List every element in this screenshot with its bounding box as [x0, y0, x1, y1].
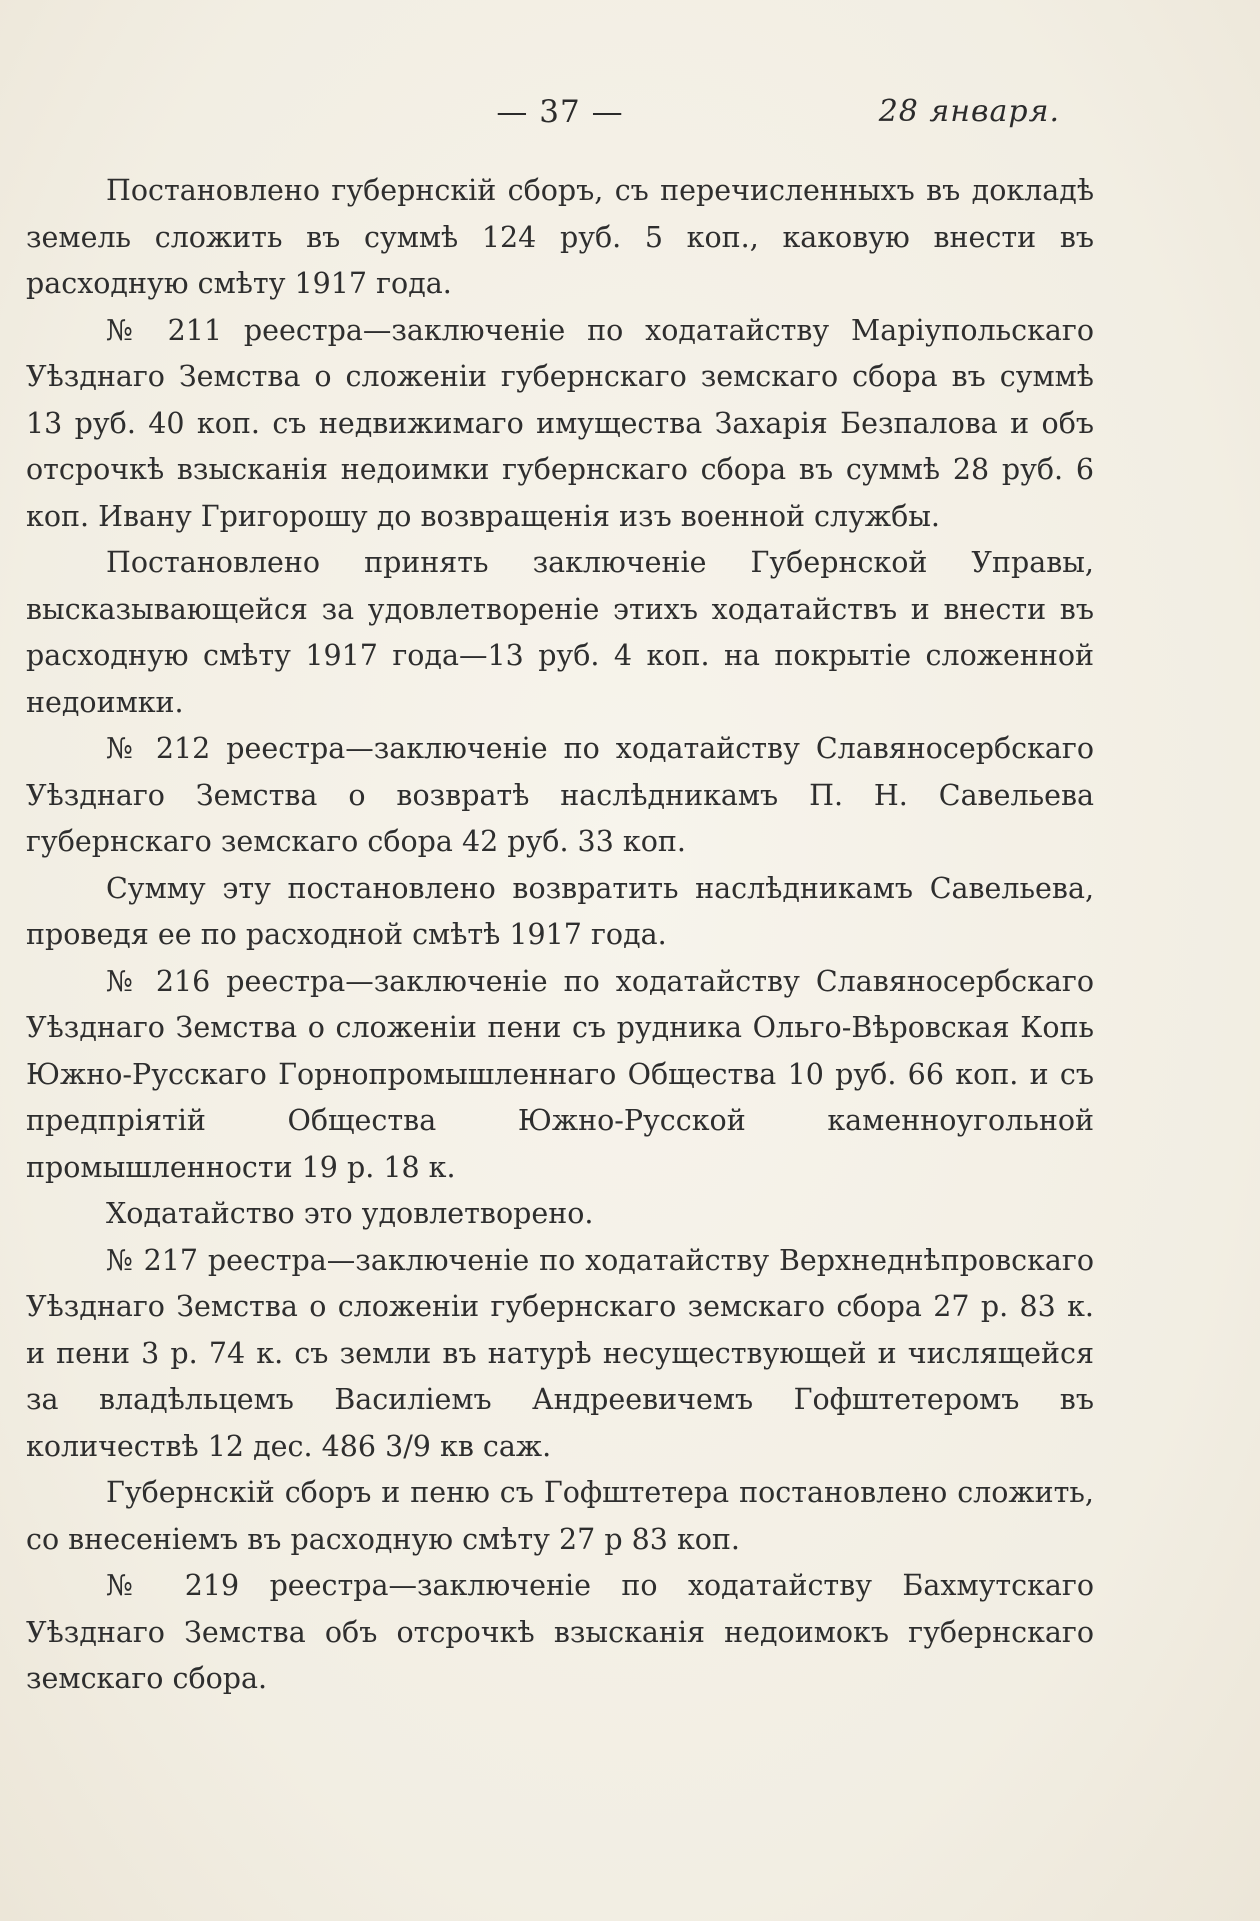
paragraph: Постановлено губернскій сборъ, съ перечисленныхъ въ докладѣ земель сложить въ суммѣ 124 руб. 5 коп., каковую внести въ расходную смѣту 1917 года.: [26, 174, 1094, 300]
paragraph: Постановлено принять заключеніе Губернской Управы, высказывающейся за удовлетвореніе этихъ ходатайствъ и внести въ расходную смѣту 1917 года—13 руб. 4 коп. на покрытіе сложенной недоимки.: [26, 546, 1094, 719]
paragraph: Сумму эту постановлено возвратить наслѣдникамъ Савельева, проведя ее по расходной смѣтѣ 1917 года.: [26, 871, 1094, 951]
paragraph: Ходатайство это удовлетворено.: [106, 1197, 594, 1230]
body-text: [26, 168, 1094, 1703]
paragraph: № 219 реестра—заключеніе по ходатайству Бахмутскаго Уѣзднаго Земства объ отсрочкѣ взысканія недоимокъ губернскаго земскаго сбора.: [26, 1569, 1094, 1695]
paragraph: Губернскій сборъ и пеню съ Гофштетера постановлено сложить, со внесеніемъ въ расходную смѣту 27 р 83 коп.: [26, 1476, 1094, 1556]
page-header: [0, 94, 1260, 144]
paragraph: № 212 реестра—заключеніе по ходатайству Славяносербскаго Уѣзднаго Земства о возвратѣ наслѣдникамъ П. Н. Савельева губернскаго земскаго сбора 42 руб. 33 коп.: [26, 732, 1094, 858]
paragraph: № 211 реестра—заключеніе по ходатайству Маріупольскаго Уѣзднаго Земства о сложеніи губернскаго земскаго сбора въ суммѣ 13 руб. 40 коп. съ недвижимаго имущества Захарія Безпалова и объ отсрочкѣ взысканія недоимки губернскаго сбора въ суммѣ 28 руб. 6 коп. Ивану Григорошу до возвращенія изъ военной службы.: [26, 313, 1094, 533]
paragraph: № 217 реестра—заключеніе по ходатайству Верхнеднѣпровскаго Уѣзднаго Земства о сложеніи губернскаго земскаго сбора 27 р. 83 к. и пени 3 р. 74 к. съ земли въ натурѣ несуществующей и числящейся за владѣльцемъ Василіемъ Андреевичемъ Гофштетеромъ въ количествѣ 12 дес. 486 3/9 кв саж.: [26, 1243, 1094, 1463]
page-number: — 37 —: [496, 94, 624, 130]
paragraph: № 216 реестра—заключеніе по ходатайству Славяносербскаго Уѣзднаго Земства о сложеніи пени съ рудника Ольго-Вѣровская Копь Южно-Русскаго Горнопромышленнаго Общества 10 руб. 66 коп. и съ предпріятій Общества Южно-Русской каменноугольной промышленности 19 р. 18 к.: [26, 964, 1094, 1184]
running-head-date: 28 января.: [878, 94, 1060, 129]
